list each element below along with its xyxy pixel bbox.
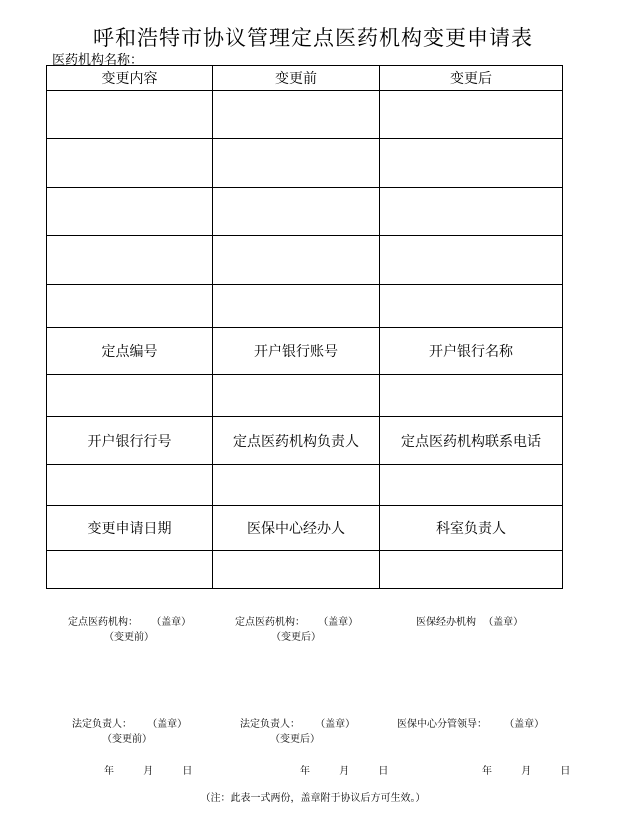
change-table bbox=[46, 65, 563, 589]
seal-agency-stamp: （盖章） bbox=[483, 617, 524, 628]
label-cell: 科室负责人 bbox=[380, 506, 563, 551]
table-cell[interactable] bbox=[213, 465, 380, 506]
date-day: 日 bbox=[378, 766, 389, 777]
seal-after-sub: （变更后） bbox=[271, 632, 321, 643]
table-cell[interactable] bbox=[213, 188, 380, 236]
table-cell[interactable] bbox=[47, 375, 213, 417]
table-cell[interactable] bbox=[213, 236, 380, 285]
table-row bbox=[47, 285, 563, 328]
seal-after-block bbox=[235, 615, 358, 645]
date-year: 年 bbox=[104, 766, 114, 777]
table-cell[interactable] bbox=[47, 285, 213, 328]
header-cell: 变更内容 bbox=[47, 66, 213, 91]
table-row bbox=[47, 551, 563, 589]
table-cell[interactable] bbox=[47, 91, 213, 139]
rep-after-label: 法定负责人： bbox=[240, 719, 300, 730]
table-cell[interactable] bbox=[213, 91, 380, 139]
seal-after-label: 定点医药机构： bbox=[235, 617, 305, 628]
leader-block bbox=[397, 717, 544, 732]
seal-before-block bbox=[68, 615, 191, 645]
table-cell[interactable] bbox=[47, 139, 213, 188]
rep-before-stamp: （盖章） bbox=[147, 719, 188, 730]
rep-before-block bbox=[72, 717, 187, 747]
date-year: 年 bbox=[300, 766, 310, 777]
rep-before-label: 法定负责人： bbox=[72, 719, 132, 730]
form-title: 呼和浩特市协议管理定点医药机构变更申请表 bbox=[93, 26, 533, 50]
table-row bbox=[47, 139, 563, 188]
table-cell[interactable] bbox=[380, 236, 563, 285]
table-row bbox=[47, 465, 563, 506]
seal-before-stamp: （盖章） bbox=[151, 617, 192, 628]
seal-before-label: 定点医药机构： bbox=[68, 617, 138, 628]
date-line bbox=[104, 762, 192, 777]
table-cell[interactable] bbox=[47, 236, 213, 285]
seal-agency-block bbox=[416, 615, 523, 630]
label-cell: 开户银行行号 bbox=[47, 417, 213, 465]
label-cell: 定点编号 bbox=[47, 328, 213, 375]
label-cell: 开户银行名称 bbox=[380, 328, 563, 375]
table-header-row bbox=[47, 66, 563, 91]
label-cell: 开户银行账号 bbox=[213, 328, 380, 375]
table-cell[interactable] bbox=[47, 465, 213, 506]
footnote: （注：此表一式两份，盖章附于协议后方可生效。） bbox=[200, 793, 426, 804]
label-cell: 定点医药机构联系电话 bbox=[380, 417, 563, 465]
label-cell: 变更申请日期 bbox=[47, 506, 213, 551]
label-cell: 医保中心经办人 bbox=[213, 506, 380, 551]
rep-after-stamp: （盖章） bbox=[315, 719, 356, 730]
table-cell[interactable] bbox=[47, 188, 213, 236]
header-cell: 变更前 bbox=[213, 66, 380, 91]
date-day: 日 bbox=[182, 766, 193, 777]
table-cell[interactable] bbox=[380, 551, 563, 589]
header-cell: 变更后 bbox=[380, 66, 563, 91]
table-row bbox=[47, 91, 563, 139]
table-cell[interactable] bbox=[213, 139, 380, 188]
table-cell[interactable] bbox=[380, 285, 563, 328]
org-name-label: 医药机构名称： bbox=[52, 53, 144, 68]
table-cell[interactable] bbox=[380, 465, 563, 506]
leader-stamp: （盖章） bbox=[504, 719, 545, 730]
table-cell[interactable] bbox=[213, 375, 380, 417]
table-label-row bbox=[47, 417, 563, 465]
date-year: 年 bbox=[482, 766, 492, 777]
date-line bbox=[482, 762, 570, 777]
date-line bbox=[300, 762, 388, 777]
table-label-row bbox=[47, 506, 563, 551]
rep-before-sub: （变更前） bbox=[102, 734, 152, 745]
table-cell[interactable] bbox=[213, 285, 380, 328]
rep-after-sub: （变更后） bbox=[270, 734, 320, 745]
date-month: 月 bbox=[521, 766, 532, 777]
seal-before-sub: （变更前） bbox=[104, 632, 154, 643]
table-cell[interactable] bbox=[380, 188, 563, 236]
rep-after-block bbox=[240, 717, 355, 747]
table-cell[interactable] bbox=[380, 375, 563, 417]
table-row bbox=[47, 188, 563, 236]
label-cell: 定点医药机构负责人 bbox=[213, 417, 380, 465]
table-label-row bbox=[47, 328, 563, 375]
table-row bbox=[47, 236, 563, 285]
date-month: 月 bbox=[339, 766, 350, 777]
seal-after-stamp: （盖章） bbox=[318, 617, 359, 628]
table-cell[interactable] bbox=[380, 91, 563, 139]
date-day: 日 bbox=[560, 766, 571, 777]
seal-agency-label: 医保经办机构 bbox=[416, 617, 476, 628]
table-cell[interactable] bbox=[47, 551, 213, 589]
date-month: 月 bbox=[143, 766, 154, 777]
table-cell[interactable] bbox=[380, 139, 563, 188]
leader-label: 医保中心分管领导： bbox=[397, 719, 487, 730]
table-cell[interactable] bbox=[213, 551, 380, 589]
table-row bbox=[47, 375, 563, 417]
